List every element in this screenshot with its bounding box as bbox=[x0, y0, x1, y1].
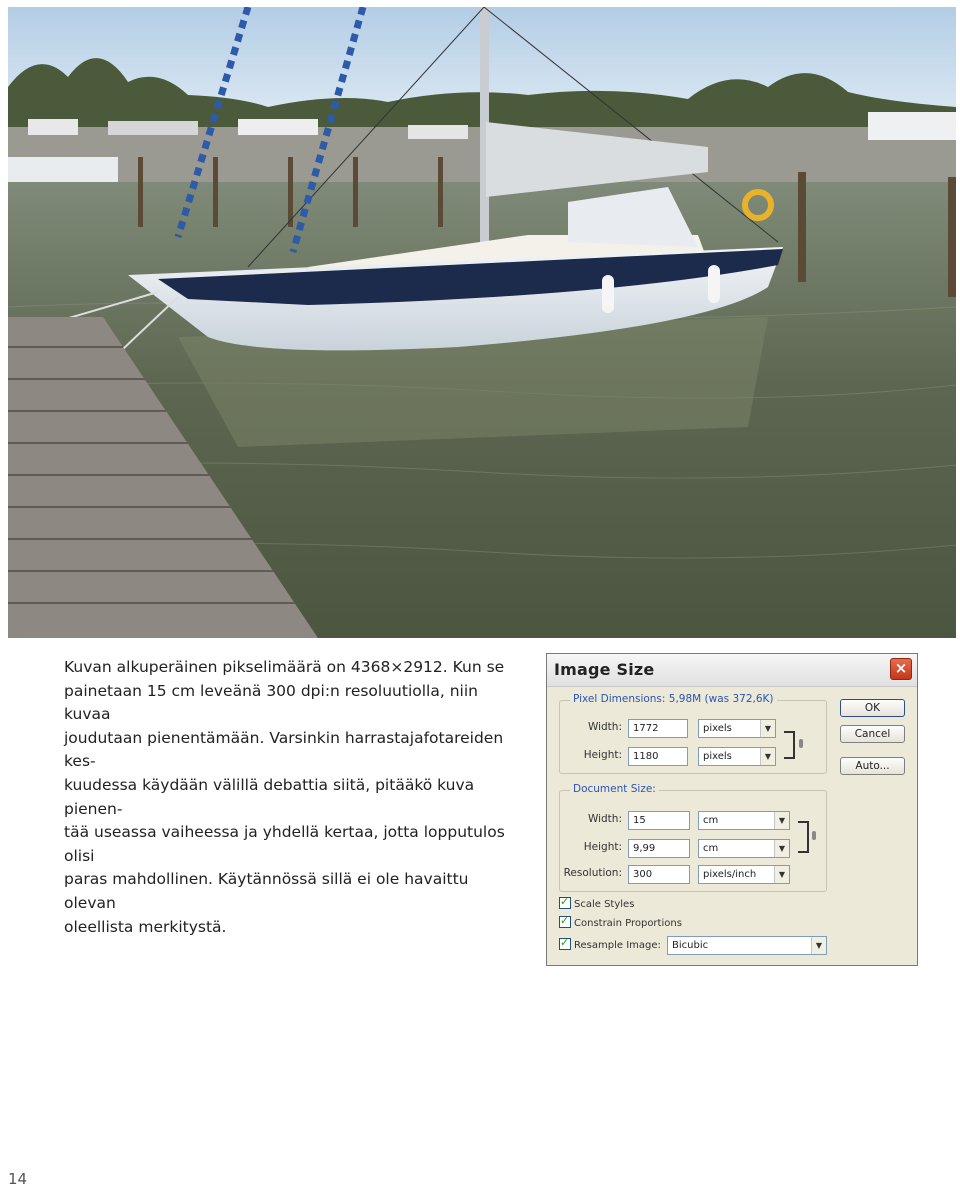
pixel-height-unit-select[interactable] bbox=[698, 747, 776, 766]
constrain-proportions-label: Constrain Proportions bbox=[574, 918, 682, 929]
chevron-down-icon: ▼ bbox=[774, 866, 789, 883]
image-size-dialog bbox=[546, 653, 918, 966]
cancel-button[interactable]: Cancel bbox=[840, 725, 905, 743]
pixel-height-label: Height: bbox=[583, 749, 622, 761]
pixel-height-input[interactable]: 1180 bbox=[628, 747, 688, 766]
resolution-unit-select[interactable] bbox=[698, 865, 790, 884]
scale-styles-label: Scale Styles bbox=[574, 899, 635, 910]
pixel-dimensions-group bbox=[559, 693, 827, 774]
chevron-down-icon: ▼ bbox=[760, 748, 775, 765]
chain-link-icon bbox=[799, 739, 803, 748]
dialog-titlebar bbox=[547, 654, 917, 687]
resolution-input[interactable]: 300 bbox=[628, 865, 690, 884]
resample-image-label: Resample Image: bbox=[574, 940, 661, 951]
document-size-group bbox=[559, 783, 827, 892]
close-icon[interactable]: × bbox=[890, 658, 912, 680]
pixel-width-unit-select[interactable] bbox=[698, 719, 776, 738]
constrain-proportions-checkbox[interactable] bbox=[559, 916, 682, 930]
ok-button[interactable]: OK bbox=[840, 699, 905, 717]
document-size-title: Document Size: bbox=[570, 783, 659, 795]
doc-height-unit-select[interactable] bbox=[698, 839, 790, 858]
doc-height-input[interactable]: 9,99 bbox=[628, 839, 690, 858]
chain-link-icon bbox=[812, 831, 816, 840]
sailboat-marina-image bbox=[8, 7, 956, 638]
pixel-dimensions-title: Pixel Dimensions: 5,98M (was 372,6K) bbox=[570, 693, 777, 705]
dialog-title: Image Size bbox=[554, 660, 655, 679]
resample-method-select[interactable] bbox=[667, 936, 827, 955]
document-link-bracket bbox=[798, 821, 809, 853]
scale-styles-checkbox[interactable] bbox=[559, 897, 634, 911]
checkbox-checked-icon bbox=[559, 897, 571, 909]
doc-width-input[interactable]: 15 bbox=[628, 811, 690, 830]
doc-width-label: Width: bbox=[587, 813, 622, 825]
pixel-width-label: Width: bbox=[587, 721, 622, 733]
pixel-height-unit: pixels bbox=[703, 751, 732, 762]
sailboat-photo bbox=[8, 7, 956, 638]
page-number: 14 bbox=[8, 1170, 28, 1188]
caption-text: Kuvan alkuperäinen pikselimäärä on 4368×2912. Kun se painetaan 15 cm leveänä 300 dpi:n resoluutiolla, niin kuvaa joudutaan pienentämään. Varsinkin harrastajafotareiden kes- kuudessa käydään välillä debattia siitä, pitääkö kuva pienen- tää useassa vaiheessa ja yhdellä kertaa, jotta lopputulos olisi paras mahdollinen. Käytännössä sillä ei ole havaittu olevan oleellista merkitystä. bbox=[64, 658, 505, 936]
resolution-unit: pixels/inch bbox=[703, 869, 757, 880]
checkbox-checked-icon bbox=[559, 938, 571, 950]
pixel-width-unit: pixels bbox=[703, 723, 732, 734]
pixel-width-input[interactable]: 1772 bbox=[628, 719, 688, 738]
chevron-down-icon: ▼ bbox=[774, 840, 789, 857]
doc-width-unit: cm bbox=[703, 815, 719, 826]
resample-method-value: Bicubic bbox=[672, 940, 709, 951]
doc-width-unit-select[interactable] bbox=[698, 811, 790, 830]
chevron-down-icon: ▼ bbox=[760, 720, 775, 737]
pixel-link-bracket bbox=[784, 731, 795, 759]
resample-image-checkbox[interactable] bbox=[559, 938, 661, 952]
auto-button[interactable]: Auto... bbox=[840, 757, 905, 775]
doc-height-unit: cm bbox=[703, 843, 719, 854]
chevron-down-icon: ▼ bbox=[811, 937, 826, 954]
checkbox-checked-icon bbox=[559, 916, 571, 928]
chevron-down-icon: ▼ bbox=[774, 812, 789, 829]
doc-height-label: Height: bbox=[583, 841, 622, 853]
resolution-label: Resolution: bbox=[563, 867, 622, 879]
